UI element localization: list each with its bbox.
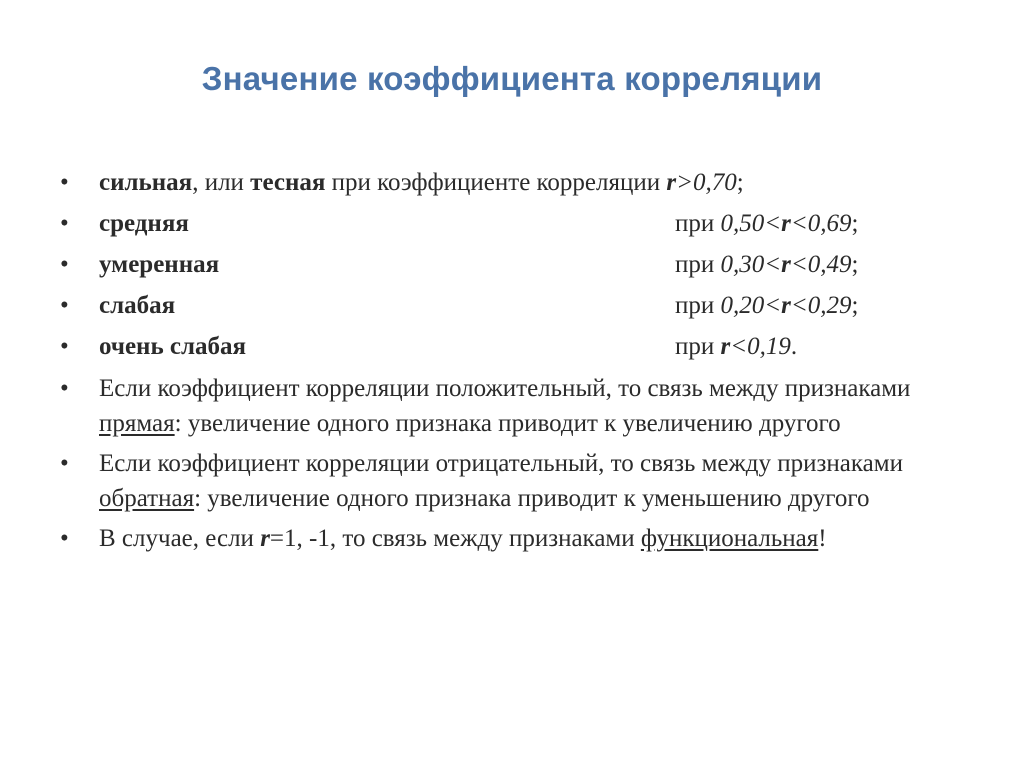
range-very-weak: при r<0,19. [675, 333, 798, 360]
list-item-negative [58, 446, 958, 516]
text-condition: при коэффициенте корреляции [325, 169, 667, 196]
term-close: тесная [250, 169, 326, 196]
bullet-icon: • [60, 169, 69, 196]
term-direct: прямая [99, 410, 175, 437]
list-item-moderate [58, 248, 958, 282]
list-item-functional [58, 521, 958, 556]
bullet-icon: • [60, 450, 69, 477]
bullet-icon: • [60, 292, 69, 319]
bullet-list [58, 166, 958, 561]
bullet-icon: • [60, 251, 69, 278]
bullet-icon: • [60, 210, 69, 237]
bullet-icon: • [60, 525, 69, 552]
negative-text-post: : увеличение одного признака приводит к уменьшению другого [194, 485, 870, 512]
slide-title: Значение коэффициента корреляции [201, 60, 823, 97]
term-strong: сильная [99, 169, 193, 196]
list-item-strong [58, 166, 958, 200]
term-medium: средняя [99, 210, 189, 237]
functional-text-mid: =1, -1, то связь между признаками [269, 525, 641, 552]
list-item-medium [58, 207, 958, 241]
threshold-strong: >0,70 [676, 169, 737, 196]
term-moderate: умеренная [99, 251, 220, 278]
positive-text-post: : увеличение одного признака приводит к увеличению другого [174, 410, 841, 437]
bullet-icon: • [60, 375, 69, 402]
functional-text-pre: В случае, если [99, 525, 261, 552]
functional-text-post: ! [818, 525, 827, 552]
term-weak: слабая [99, 292, 176, 319]
symbol-r: r [260, 525, 270, 552]
positive-text-pre: Если коэффициент корреляции положительный, то связь между признаками [99, 375, 911, 402]
list-item-positive [58, 371, 958, 441]
term-inverse: обратная [99, 485, 195, 512]
range-weak: при 0,20<r<0,29; [675, 292, 859, 319]
range-moderate: при 0,30<r<0,49; [675, 251, 859, 278]
punct: ; [736, 169, 744, 196]
term-functional: функциональная [640, 525, 819, 552]
range-medium: при 0,50<r<0,69; [675, 210, 859, 237]
list-item-weak [58, 289, 958, 323]
list-item-very-weak [58, 330, 958, 364]
term-very-weak: очень слабая [99, 333, 247, 360]
text-or: , или [192, 169, 251, 196]
negative-text-pre: Если коэффициент корреляции отрицательный, то связь между признаками [99, 450, 903, 477]
symbol-r: r [666, 169, 677, 196]
bullet-icon: • [60, 333, 69, 360]
